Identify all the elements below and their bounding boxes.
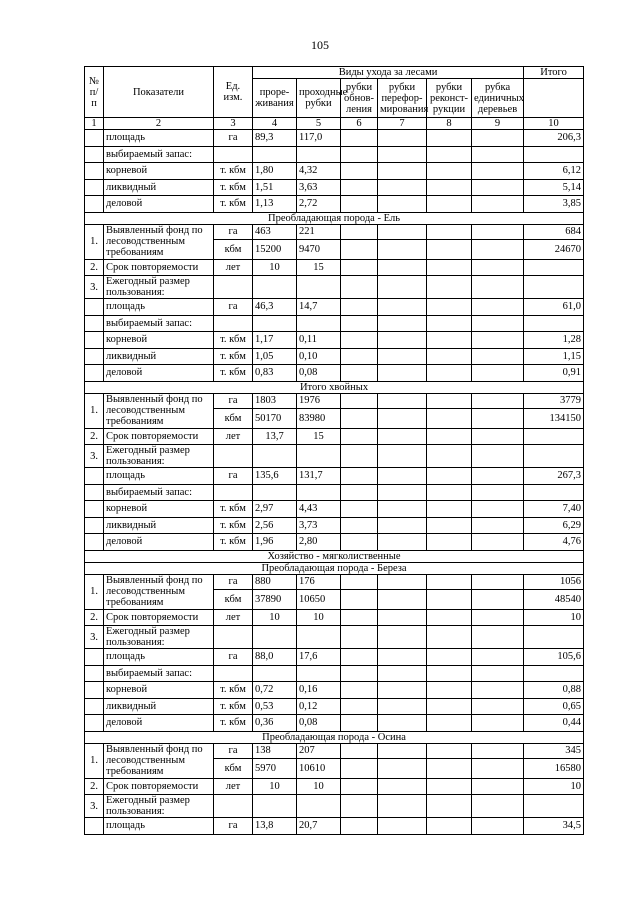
row-label: Срок повторяемости [104, 428, 214, 445]
table-row [85, 795, 584, 818]
cell: 0,08 [297, 365, 341, 382]
cell: 0,16 [297, 682, 341, 699]
row-label: Срок повторяемости [104, 778, 214, 795]
colnum: 1 [85, 118, 104, 130]
row-unit: т. кбм [214, 715, 253, 732]
header-unit: Ед. изм. [214, 67, 253, 118]
total-cell: 0,65 [524, 698, 584, 715]
total-cell: 24670 [524, 239, 584, 259]
header-col10-empty [524, 79, 584, 118]
colnum: 8 [427, 118, 472, 130]
row-unit: га [214, 818, 253, 835]
row-label: Ежегодный размер пользования: [104, 626, 214, 649]
table-row [85, 609, 584, 626]
row-index: 2. [85, 259, 104, 276]
table-row [85, 484, 584, 501]
cell: 1,17 [253, 332, 297, 349]
row-label: Срок повторяемости [104, 609, 214, 626]
cell: 4,43 [297, 501, 341, 518]
total-cell: 7,40 [524, 501, 584, 518]
row-index: 2. [85, 609, 104, 626]
row-unit: га [214, 130, 253, 147]
cell: 1,51 [253, 179, 297, 196]
table-row [85, 163, 584, 180]
cell: 1,80 [253, 163, 297, 180]
row-unit: га [214, 468, 253, 485]
header-care-types: Виды ухода за лесами [253, 67, 524, 79]
row-unit: т. кбм [214, 501, 253, 518]
colnum: 6 [341, 118, 378, 130]
row-unit: лет [214, 609, 253, 626]
cell: 10 [253, 778, 297, 795]
cell: 131,7 [297, 468, 341, 485]
cell: 10 [253, 609, 297, 626]
total-cell: 10 [524, 778, 584, 795]
table-row [85, 698, 584, 715]
row-unit: т. кбм [214, 534, 253, 551]
row-label: площадь [104, 299, 214, 316]
table-row [85, 818, 584, 835]
cell: 880 [253, 574, 297, 589]
page-number: 105 [311, 38, 329, 52]
table-row [85, 179, 584, 196]
total-cell: 10 [524, 609, 584, 626]
header-indicators: Показатели [104, 67, 214, 118]
table-row [85, 534, 584, 551]
total-cell: 6,12 [524, 163, 584, 180]
table-row [85, 715, 584, 732]
row-label: выбираемый запас: [104, 665, 214, 682]
cell: 1976 [297, 393, 341, 408]
cell: 3,73 [297, 517, 341, 534]
table-row [85, 626, 584, 649]
forest-care-table [84, 66, 584, 835]
cell: 4,32 [297, 163, 341, 180]
table-row [85, 574, 584, 589]
row-label: Выявленный фонд по лесоводственным требованиям [104, 743, 214, 778]
cell: 176 [297, 574, 341, 589]
row-label: Ежегодный размер пользования: [104, 795, 214, 818]
row-index: 3. [85, 445, 104, 468]
cell: 1,96 [253, 534, 297, 551]
header-col5: проходные рубки [297, 79, 341, 118]
cell: 46,3 [253, 299, 297, 316]
header-col9: рубка единичных деревьев [472, 79, 524, 118]
row-index: 3. [85, 626, 104, 649]
cell: 37890 [253, 589, 297, 609]
cell: 221 [297, 224, 341, 239]
cell: 15 [297, 428, 341, 445]
section-row [85, 550, 584, 562]
row-unit: т. кбм [214, 179, 253, 196]
row-label: площадь [104, 649, 214, 666]
section-title-softwood: Хозяйство - мягколиственные [85, 550, 584, 562]
row-index: 1. [85, 393, 104, 428]
cell: 89,3 [253, 130, 297, 147]
total-cell: 5,14 [524, 179, 584, 196]
row-label: ликвидный [104, 348, 214, 365]
table-row [85, 778, 584, 795]
section-row [85, 212, 584, 224]
row-unit: га [214, 393, 253, 408]
row-index: 1. [85, 574, 104, 609]
total-cell: 1,28 [524, 332, 584, 349]
cell: 0,10 [297, 348, 341, 365]
table-row [85, 428, 584, 445]
colnum: 5 [297, 118, 341, 130]
row-label: Выявленный фонд по лесоводственным требованиям [104, 224, 214, 259]
row-unit: га [214, 224, 253, 239]
row-label: деловой [104, 534, 214, 551]
row-unit: т. кбм [214, 348, 253, 365]
table-row [85, 224, 584, 239]
table-row [85, 743, 584, 758]
row-label: Выявленный фонд по лесоводственным требованиям [104, 393, 214, 428]
colnum: 10 [524, 118, 584, 130]
row-label: выбираемый запас: [104, 146, 214, 163]
total-cell: 206,3 [524, 130, 584, 147]
cell: 10650 [297, 589, 341, 609]
row-label: Срок повторяемости [104, 259, 214, 276]
cell: 0,11 [297, 332, 341, 349]
cell: 2,80 [297, 534, 341, 551]
cell: 0,53 [253, 698, 297, 715]
row-unit: га [214, 743, 253, 758]
cell: 15 [297, 259, 341, 276]
total-cell: 134150 [524, 408, 584, 428]
row-unit: т. кбм [214, 682, 253, 699]
row-index: 3. [85, 276, 104, 299]
cell: 0,36 [253, 715, 297, 732]
row-unit: т. кбм [214, 517, 253, 534]
row-label: корневой [104, 682, 214, 699]
row-unit: га [214, 649, 253, 666]
table-row [85, 276, 584, 299]
colnum: 4 [253, 118, 297, 130]
total-cell: 1,15 [524, 348, 584, 365]
section-row [85, 731, 584, 743]
cell: 10 [297, 609, 341, 626]
row-unit: лет [214, 778, 253, 795]
row-index: 1. [85, 743, 104, 778]
cell: 13,7 [253, 428, 297, 445]
cell: 1,05 [253, 348, 297, 365]
cell: 0,12 [297, 698, 341, 715]
total-cell: 684 [524, 224, 584, 239]
cell: 0,08 [297, 715, 341, 732]
row-label: ликвидный [104, 179, 214, 196]
row-label: выбираемый запас: [104, 315, 214, 332]
cell: 0,83 [253, 365, 297, 382]
row-label: Ежегодный размер пользования: [104, 445, 214, 468]
row-label: деловой [104, 715, 214, 732]
cell: 5970 [253, 758, 297, 778]
total-cell: 1056 [524, 574, 584, 589]
header-total: Итого [524, 67, 584, 79]
table-row [85, 259, 584, 276]
cell: 138 [253, 743, 297, 758]
cell: 20,7 [297, 818, 341, 835]
cell: 15200 [253, 239, 297, 259]
row-unit: т. кбм [214, 698, 253, 715]
section-title-aspen: Преобладающая порода - Осина [85, 731, 584, 743]
row-label: корневой [104, 163, 214, 180]
row-index: 1. [85, 224, 104, 259]
cell: 1,13 [253, 196, 297, 213]
cell: 14,7 [297, 299, 341, 316]
cell: 0,72 [253, 682, 297, 699]
table-row [85, 299, 584, 316]
table-row [85, 468, 584, 485]
row-unit: кбм [214, 758, 253, 778]
row-unit: га [214, 574, 253, 589]
row-unit: га [214, 299, 253, 316]
header-col8: рубки реконст-рукции [427, 79, 472, 118]
total-cell: 61,0 [524, 299, 584, 316]
header-col6: рубки обнов-ления [341, 79, 378, 118]
total-cell: 3779 [524, 393, 584, 408]
cell: 1803 [253, 393, 297, 408]
row-label: Выявленный фонд по лесоводственным требованиям [104, 574, 214, 609]
table-row [85, 517, 584, 534]
cell: 13,8 [253, 818, 297, 835]
row-label: деловой [104, 365, 214, 382]
cell: 10 [297, 778, 341, 795]
table-row [85, 196, 584, 213]
total-cell: 345 [524, 743, 584, 758]
total-cell: 6,29 [524, 517, 584, 534]
table-row [85, 665, 584, 682]
column-number-row [85, 118, 584, 130]
total-cell: 0,88 [524, 682, 584, 699]
cell: 117,0 [297, 130, 341, 147]
total-cell: 0,44 [524, 715, 584, 732]
row-unit: т. кбм [214, 163, 253, 180]
cell: 135,6 [253, 468, 297, 485]
row-label: ликвидный [104, 517, 214, 534]
table-row [85, 501, 584, 518]
table-row [85, 130, 584, 147]
row-label: выбираемый запас: [104, 484, 214, 501]
cell: 10 [253, 259, 297, 276]
cell: 3,63 [297, 179, 341, 196]
row-unit: лет [214, 428, 253, 445]
row-index: 2. [85, 778, 104, 795]
table-row [85, 445, 584, 468]
cell: 463 [253, 224, 297, 239]
total-cell: 34,5 [524, 818, 584, 835]
table-row [85, 348, 584, 365]
row-label: площадь [104, 818, 214, 835]
section-title-spruce: Преобладающая порода - Ель [85, 212, 584, 224]
row-unit: кбм [214, 239, 253, 259]
row-index: 3. [85, 795, 104, 818]
colnum: 9 [472, 118, 524, 130]
row-label: Ежегодный размер пользования: [104, 276, 214, 299]
table-row [85, 146, 584, 163]
total-cell: 0,91 [524, 365, 584, 382]
cell: 2,72 [297, 196, 341, 213]
row-label: ликвидный [104, 698, 214, 715]
row-unit: кбм [214, 408, 253, 428]
section-title-conifer-total: Итого хвойных [85, 381, 584, 393]
colnum: 2 [104, 118, 214, 130]
cell: 50170 [253, 408, 297, 428]
header-col4: проре-живания [253, 79, 297, 118]
total-cell: 3,85 [524, 196, 584, 213]
cell: 10610 [297, 758, 341, 778]
colnum: 7 [378, 118, 427, 130]
table-row [85, 365, 584, 382]
total-cell: 16580 [524, 758, 584, 778]
cell: 88,0 [253, 649, 297, 666]
section-row [85, 562, 584, 574]
cell: 83980 [297, 408, 341, 428]
cell: 2,56 [253, 517, 297, 534]
section-title-birch: Преобладающая порода - Береза [85, 562, 584, 574]
header-num: № п/п [85, 67, 104, 118]
header-col7: рубки перефор-мирования [378, 79, 427, 118]
total-cell: 48540 [524, 589, 584, 609]
total-cell: 105,6 [524, 649, 584, 666]
header-row-1 [85, 67, 584, 79]
table-row [85, 682, 584, 699]
row-unit: т. кбм [214, 196, 253, 213]
total-cell: 267,3 [524, 468, 584, 485]
row-unit: т. кбм [214, 332, 253, 349]
row-unit: кбм [214, 589, 253, 609]
table-row [85, 332, 584, 349]
cell: 207 [297, 743, 341, 758]
row-label: корневой [104, 332, 214, 349]
row-unit: лет [214, 259, 253, 276]
row-label: площадь [104, 130, 214, 147]
row-unit: т. кбм [214, 365, 253, 382]
table-row [85, 315, 584, 332]
total-cell: 4,76 [524, 534, 584, 551]
section-row [85, 381, 584, 393]
cell: 2,97 [253, 501, 297, 518]
row-label: площадь [104, 468, 214, 485]
cell: 9470 [297, 239, 341, 259]
row-label: деловой [104, 196, 214, 213]
row-label: корневой [104, 501, 214, 518]
table-row [85, 393, 584, 408]
table-row [85, 649, 584, 666]
row-index: 2. [85, 428, 104, 445]
cell: 17,6 [297, 649, 341, 666]
colnum: 3 [214, 118, 253, 130]
